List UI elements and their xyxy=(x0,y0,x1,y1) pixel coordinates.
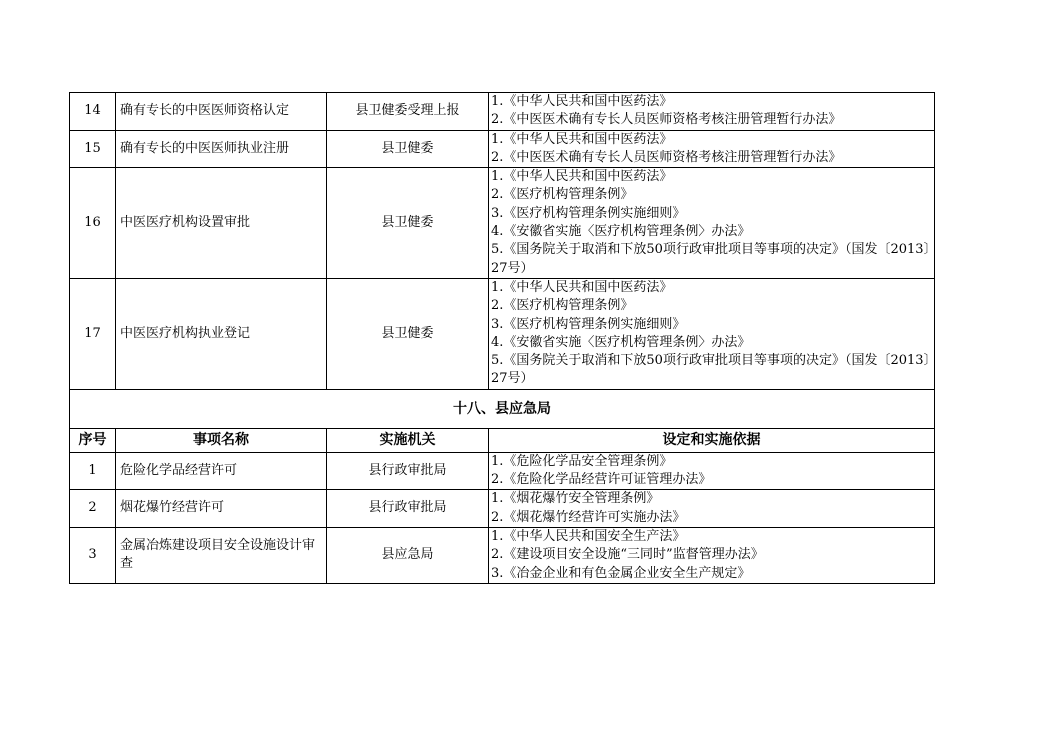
section-row xyxy=(70,389,935,428)
legal-basis-line: 1.《中华人民共和国安全生产法》 xyxy=(491,528,686,544)
legal-basis-line: 2.《医疗机构管理条例》 xyxy=(491,187,634,203)
implementing-agency: 县应急局 xyxy=(327,527,489,583)
legal-basis-line: 1.《中华人民共和国中医药法》 xyxy=(491,169,673,185)
legal-basis xyxy=(489,130,935,168)
legal-basis xyxy=(489,452,935,490)
table-row xyxy=(70,93,935,131)
section-title: 十八、县应急局 xyxy=(70,389,935,428)
row-number: 1 xyxy=(70,452,116,490)
table-row xyxy=(70,130,935,168)
table-row xyxy=(70,490,935,528)
items-table xyxy=(69,92,935,584)
legal-basis-line: 1.《中华人民共和国中医药法》 xyxy=(491,94,673,109)
legal-basis-line: 5.《国务院关于取消和下放50项行政审批项目等事项的决定》（国发〔2013〕27号） xyxy=(491,353,931,387)
table-row xyxy=(70,278,935,389)
legal-basis-line: 1.《中华人民共和国中医药法》 xyxy=(491,131,673,147)
legal-basis-line: 1.《烟花爆竹安全管理条例》 xyxy=(491,491,660,507)
table-row xyxy=(70,168,935,279)
implementing-agency: 县卫健委受理上报 xyxy=(327,93,489,131)
row-number: 16 xyxy=(70,168,116,279)
header-name: 事项名称 xyxy=(116,428,327,452)
column-header-row xyxy=(70,428,935,452)
item-name: 金属冶炼建设项目安全设施设计审查 xyxy=(116,527,327,583)
header-basis: 设定和实施依据 xyxy=(489,428,935,452)
legal-basis-line: 1.《危险化学品安全管理条例》 xyxy=(491,453,673,469)
legal-basis-line: 2.《烟花爆竹经营许可实施办法》 xyxy=(491,509,686,525)
table-row xyxy=(70,452,935,490)
legal-basis xyxy=(489,93,935,131)
item-name: 烟花爆竹经营许可 xyxy=(116,490,327,528)
item-name: 确有专长的中医医师执业注册 xyxy=(116,130,327,168)
legal-basis-line: 2.《建设项目安全设施“三同时”监督管理办法》 xyxy=(491,547,764,563)
legal-basis-line: 1.《中华人民共和国中医药法》 xyxy=(491,279,673,295)
legal-basis-line: 5.《国务院关于取消和下放50项行政审批项目等事项的决定》（国发〔2013〕27号） xyxy=(491,242,931,276)
item-name: 中医医疗机构执业登记 xyxy=(116,278,327,389)
item-name: 危险化学品经营许可 xyxy=(116,452,327,490)
table-body-health xyxy=(70,93,935,390)
table-body-emergency xyxy=(70,452,935,583)
header-org: 实施机关 xyxy=(327,428,489,452)
implementing-agency: 县卫健委 xyxy=(327,130,489,168)
legal-basis-line: 4.《安徽省实施〈医疗机构管理条例〉办法》 xyxy=(491,334,751,350)
legal-basis xyxy=(489,527,935,583)
legal-basis-line: 4.《安徽省实施〈医疗机构管理条例〉办法》 xyxy=(491,224,751,240)
implementing-agency: 县卫健委 xyxy=(327,168,489,279)
legal-basis-line: 3.《医疗机构管理条例实施细则》 xyxy=(491,316,686,332)
section-header-group xyxy=(70,389,935,452)
legal-basis xyxy=(489,278,935,389)
header-num: 序号 xyxy=(70,428,116,452)
legal-basis-line: 3.《冶金企业和有色金属企业安全生产规定》 xyxy=(491,565,751,581)
item-name: 中医医疗机构设置审批 xyxy=(116,168,327,279)
implementing-agency: 县行政审批局 xyxy=(327,452,489,490)
implementing-agency: 县卫健委 xyxy=(327,278,489,389)
item-name: 确有专长的中医医师资格认定 xyxy=(116,93,327,131)
legal-basis xyxy=(489,490,935,528)
legal-basis xyxy=(489,168,935,279)
row-number: 17 xyxy=(70,278,116,389)
table-row xyxy=(70,527,935,583)
legal-basis-line: 2.《危险化学品经营许可证管理办法》 xyxy=(491,472,712,488)
legal-basis-line: 2.《中医医术确有专长人员医师资格考核注册管理暂行办法》 xyxy=(491,149,842,165)
legal-basis-line: 3.《医疗机构管理条例实施细则》 xyxy=(491,205,686,221)
row-number: 2 xyxy=(70,490,116,528)
legal-basis-line: 2.《医疗机构管理条例》 xyxy=(491,298,634,314)
row-number: 3 xyxy=(70,527,116,583)
row-number: 14 xyxy=(70,93,116,131)
implementing-agency: 县行政审批局 xyxy=(327,490,489,528)
row-number: 15 xyxy=(70,130,116,168)
legal-basis-line: 2.《中医医术确有专长人员医师资格考核注册管理暂行办法》 xyxy=(491,112,842,128)
